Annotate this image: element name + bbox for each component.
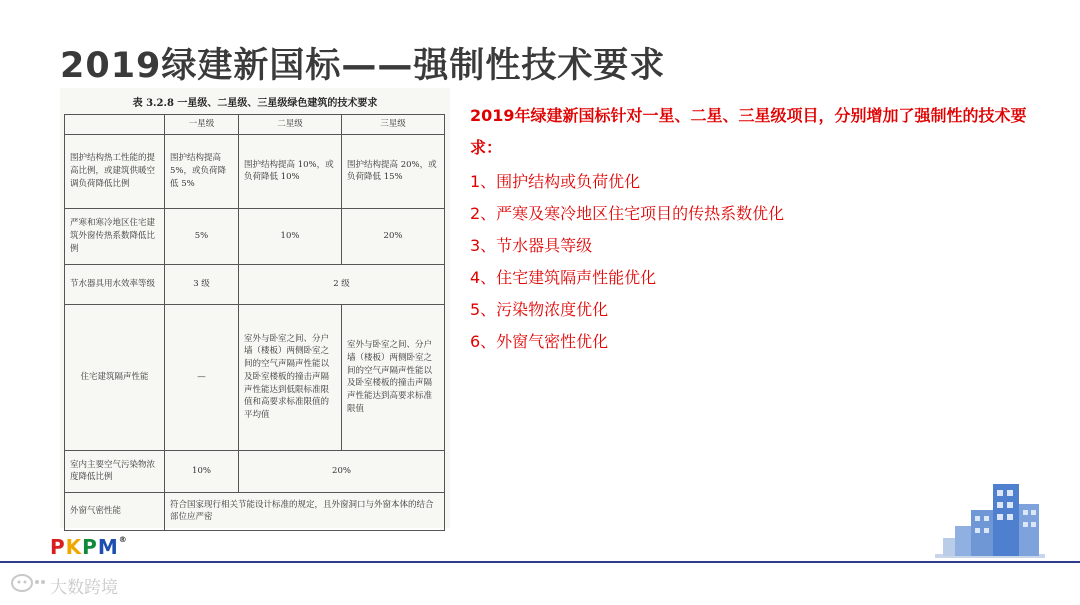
wechat-icon — [10, 573, 46, 598]
watermark — [10, 573, 118, 598]
buildings-icon — [935, 480, 1045, 562]
row-label: 室内主要空气污染物浓度降低比例 — [65, 450, 165, 492]
requirements-table — [64, 114, 445, 531]
table-cell: 室外与卧室之间、分户墙（楼板）两侧卧室之间的空气声隔声性能以及卧室楼板的撞击声隔声性能达到低限标准限值和高要求标准限值的平均值 — [239, 304, 342, 450]
table-cell: 3 级 — [165, 264, 239, 304]
table-header-row — [65, 115, 445, 135]
list-item: 1、围护结构或负荷优化 — [470, 172, 641, 191]
table-cell: 室外与卧室之间、分户墙（楼板）两侧卧室之间的空气声隔声性能以及卧室楼板的撞击声隔声性能达到高要求标准限值 — [342, 304, 445, 450]
table-header-cell: 二星级 — [239, 115, 342, 135]
table-header-cell: 一星级 — [165, 115, 239, 135]
table-row — [65, 492, 445, 530]
table-cell: 围护结构提高 5%，或负荷降低 5% — [165, 134, 239, 208]
table-cell: — — [165, 304, 239, 450]
table-cell: 20% — [239, 450, 445, 492]
table-row — [65, 134, 445, 208]
row-label: 外窗气密性能 — [65, 492, 165, 530]
list-item: 6、外窗气密性优化 — [470, 332, 609, 351]
table-cell: 2 级 — [239, 264, 445, 304]
table-row — [65, 264, 445, 304]
table-header-cell: 三星级 — [342, 115, 445, 135]
watermark-text: 大数跨境 — [50, 578, 118, 598]
table-row — [65, 208, 445, 264]
table-cell: 5% — [165, 208, 239, 264]
row-label: 严寒和寒冷地区住宅建筑外窗传热系数降低比例 — [65, 208, 165, 264]
table-cell: 20% — [342, 208, 445, 264]
table-row — [65, 304, 445, 450]
table-cell: 围护结构提高 10%，或负荷降低 10% — [239, 134, 342, 208]
table-header-cell — [65, 115, 165, 135]
list-item: 5、污染物浓度优化 — [470, 300, 609, 319]
footer-divider — [0, 561, 1080, 563]
list-item: 3、节水器具等级 — [470, 236, 593, 255]
page-title: 2019绿建新国标——强制性技术要求 — [60, 46, 666, 86]
pkpm-logo: PKPM® — [50, 535, 128, 559]
table-cell: 符合国家现行相关节能设计标准的规定，且外窗洞口与外窗本体的结合部位应严密 — [165, 492, 445, 530]
list-item: 4、住宅建筑隔声性能优化 — [470, 268, 657, 287]
list-item: 2、严寒及寒冷地区住宅项目的传热系数优化 — [470, 204, 785, 223]
table-cell: 10% — [165, 450, 239, 492]
row-label: 节水器具用水效率等级 — [65, 264, 165, 304]
intro-text: 2019年绿建新国标针对一星、二星、三星级项目，分别增加了强制性的技术要求： — [470, 106, 1027, 157]
row-label: 围护结构热工性能的提高比例，或建筑供暖空调负荷降低比例 — [65, 134, 165, 208]
table-cell: 围护结构提高 20%，或负荷降低 15% — [342, 134, 445, 208]
requirements-list — [470, 166, 784, 358]
table-caption: 表 3.2.8 一星级、二星级、三星级绿色建筑的技术要求 — [132, 98, 378, 109]
standard-table-scan — [60, 88, 450, 528]
table-row — [65, 450, 445, 492]
table-cell: 10% — [239, 208, 342, 264]
row-label: 住宅建筑隔声性能 — [65, 304, 165, 450]
